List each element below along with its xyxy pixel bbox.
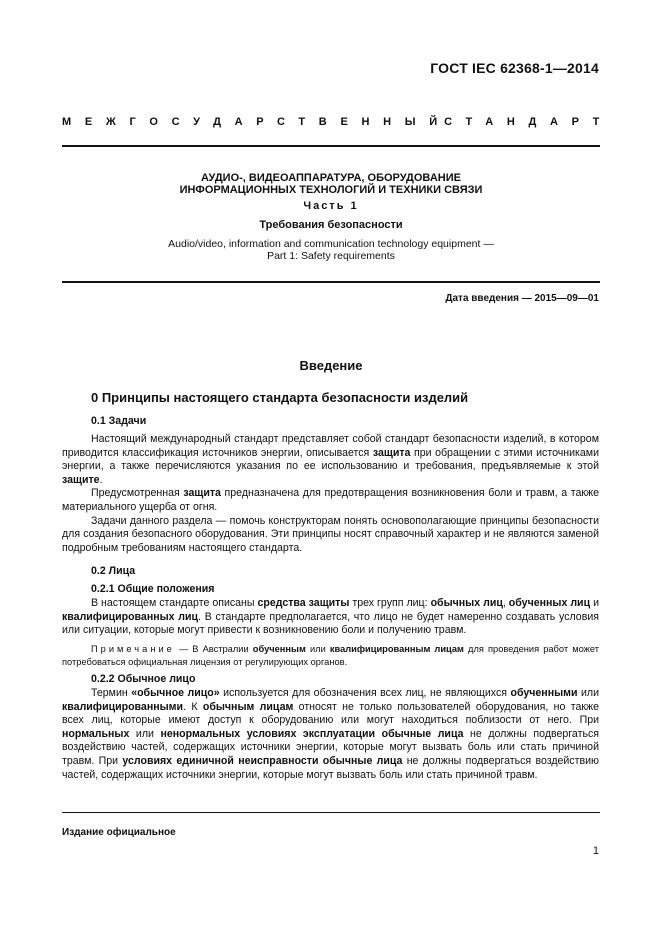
section-0-2-heading: 0.2 Лица: [91, 565, 136, 577]
introduction-date: Дата введения — 2015—09—01: [445, 293, 599, 304]
paragraph: В настоящем стандарте описаны средства защиты трех групп лиц: обычных лиц, обученных лиц и квалифицированных лиц. В стандарте предполагается, что лицо не будет намеренно создавать условия или ситуации, которые могут привести к возникновению боли и получению травм.: [62, 597, 599, 637]
paragraph: Предусмотренная защита предназначена для предотвращения возникновения боли и травм, а также материального ущерба от огня.: [62, 487, 599, 513]
document-title-en: Audio/video, information and communication technology equipment — Part 1: Safety requirements: [168, 238, 494, 262]
section-0-2-1-text: [62, 597, 599, 638]
top-divider: [62, 145, 600, 147]
category-standard: СТАНДАРТ: [444, 116, 613, 128]
paragraph: Задачи данного раздела — помочь конструкторам понять основополагающие принципы безопасности для создания безопасного оборудования. Эти принципы носят справочный характер и не являются заменой подробным требованиям настоящего стандарта.: [62, 514, 599, 554]
title-divider: [62, 281, 600, 283]
section-0-2-1-heading: 0.2.1 Общие положения: [91, 583, 215, 595]
section-0-2-2-heading: 0.2.2 Обычное лицо: [91, 673, 196, 685]
paragraph: Настоящий международный стандарт представляет собой стандарт безопасности изделий, в котором приводится классификация источников энергии, описывается защита при обращении с этими источниками энергии, а также перечисляются указания по ее использованию и требования, предъявляемые к этой защите.: [62, 433, 599, 486]
category-interstate: МЕЖГОСУДАРСТВЕННЫЙ: [62, 116, 451, 128]
section-0-1-heading: 0.1 Задачи: [91, 415, 147, 427]
document-subtitle: Требования безопасности: [259, 219, 403, 231]
section-0-1-text: [62, 433, 599, 555]
note: Примечание — В Австралии обученным или квалифицированным лицам для проведения работ может потребоваться официальная лицензия от регулирующих органов.: [62, 644, 599, 667]
section-0-heading: 0 Принципы настоящего стандарта безопасности изделий: [91, 390, 469, 405]
edition-label: Издание официальное: [62, 827, 176, 838]
introduction-heading: Введение: [299, 358, 363, 373]
standard-code: ГОСТ IEC 62368-1—2014: [430, 60, 599, 76]
page-number: 1: [592, 845, 599, 857]
document-title-ru: АУДИО-, ВИДЕОАППАРАТУРА, ОБОРУДОВАНИЕ ИНФОРМАЦИОННЫХ ТЕХНОЛОГИЙ И ТЕХНИКИ СВЯЗИ: [179, 172, 483, 196]
part-label: Часть 1: [303, 200, 359, 212]
footer-divider: [62, 812, 600, 813]
paragraph: Термин «обычное лицо» используется для обозначения всех лиц, не являющихся обученными или квалифицированными. К обычным лицам относят не только пользователей оборудования, но также всех лиц, которые имеют доступ к оборудованию или могут находиться поблизости от него. При нормальных или ненормальных условиях эксплуатации обычные лица не должны подвергаться воздействию частей, содержащих источники энергии, которые могут вызвать боль или стать причиной травм. При условиях единичной неисправности обычные лица не должны подвергаться воздействию частей, содержащих источники энергии, которые могут вызвать боль или стать причиной травм.: [62, 687, 599, 781]
section-0-2-2-text: [62, 687, 599, 782]
